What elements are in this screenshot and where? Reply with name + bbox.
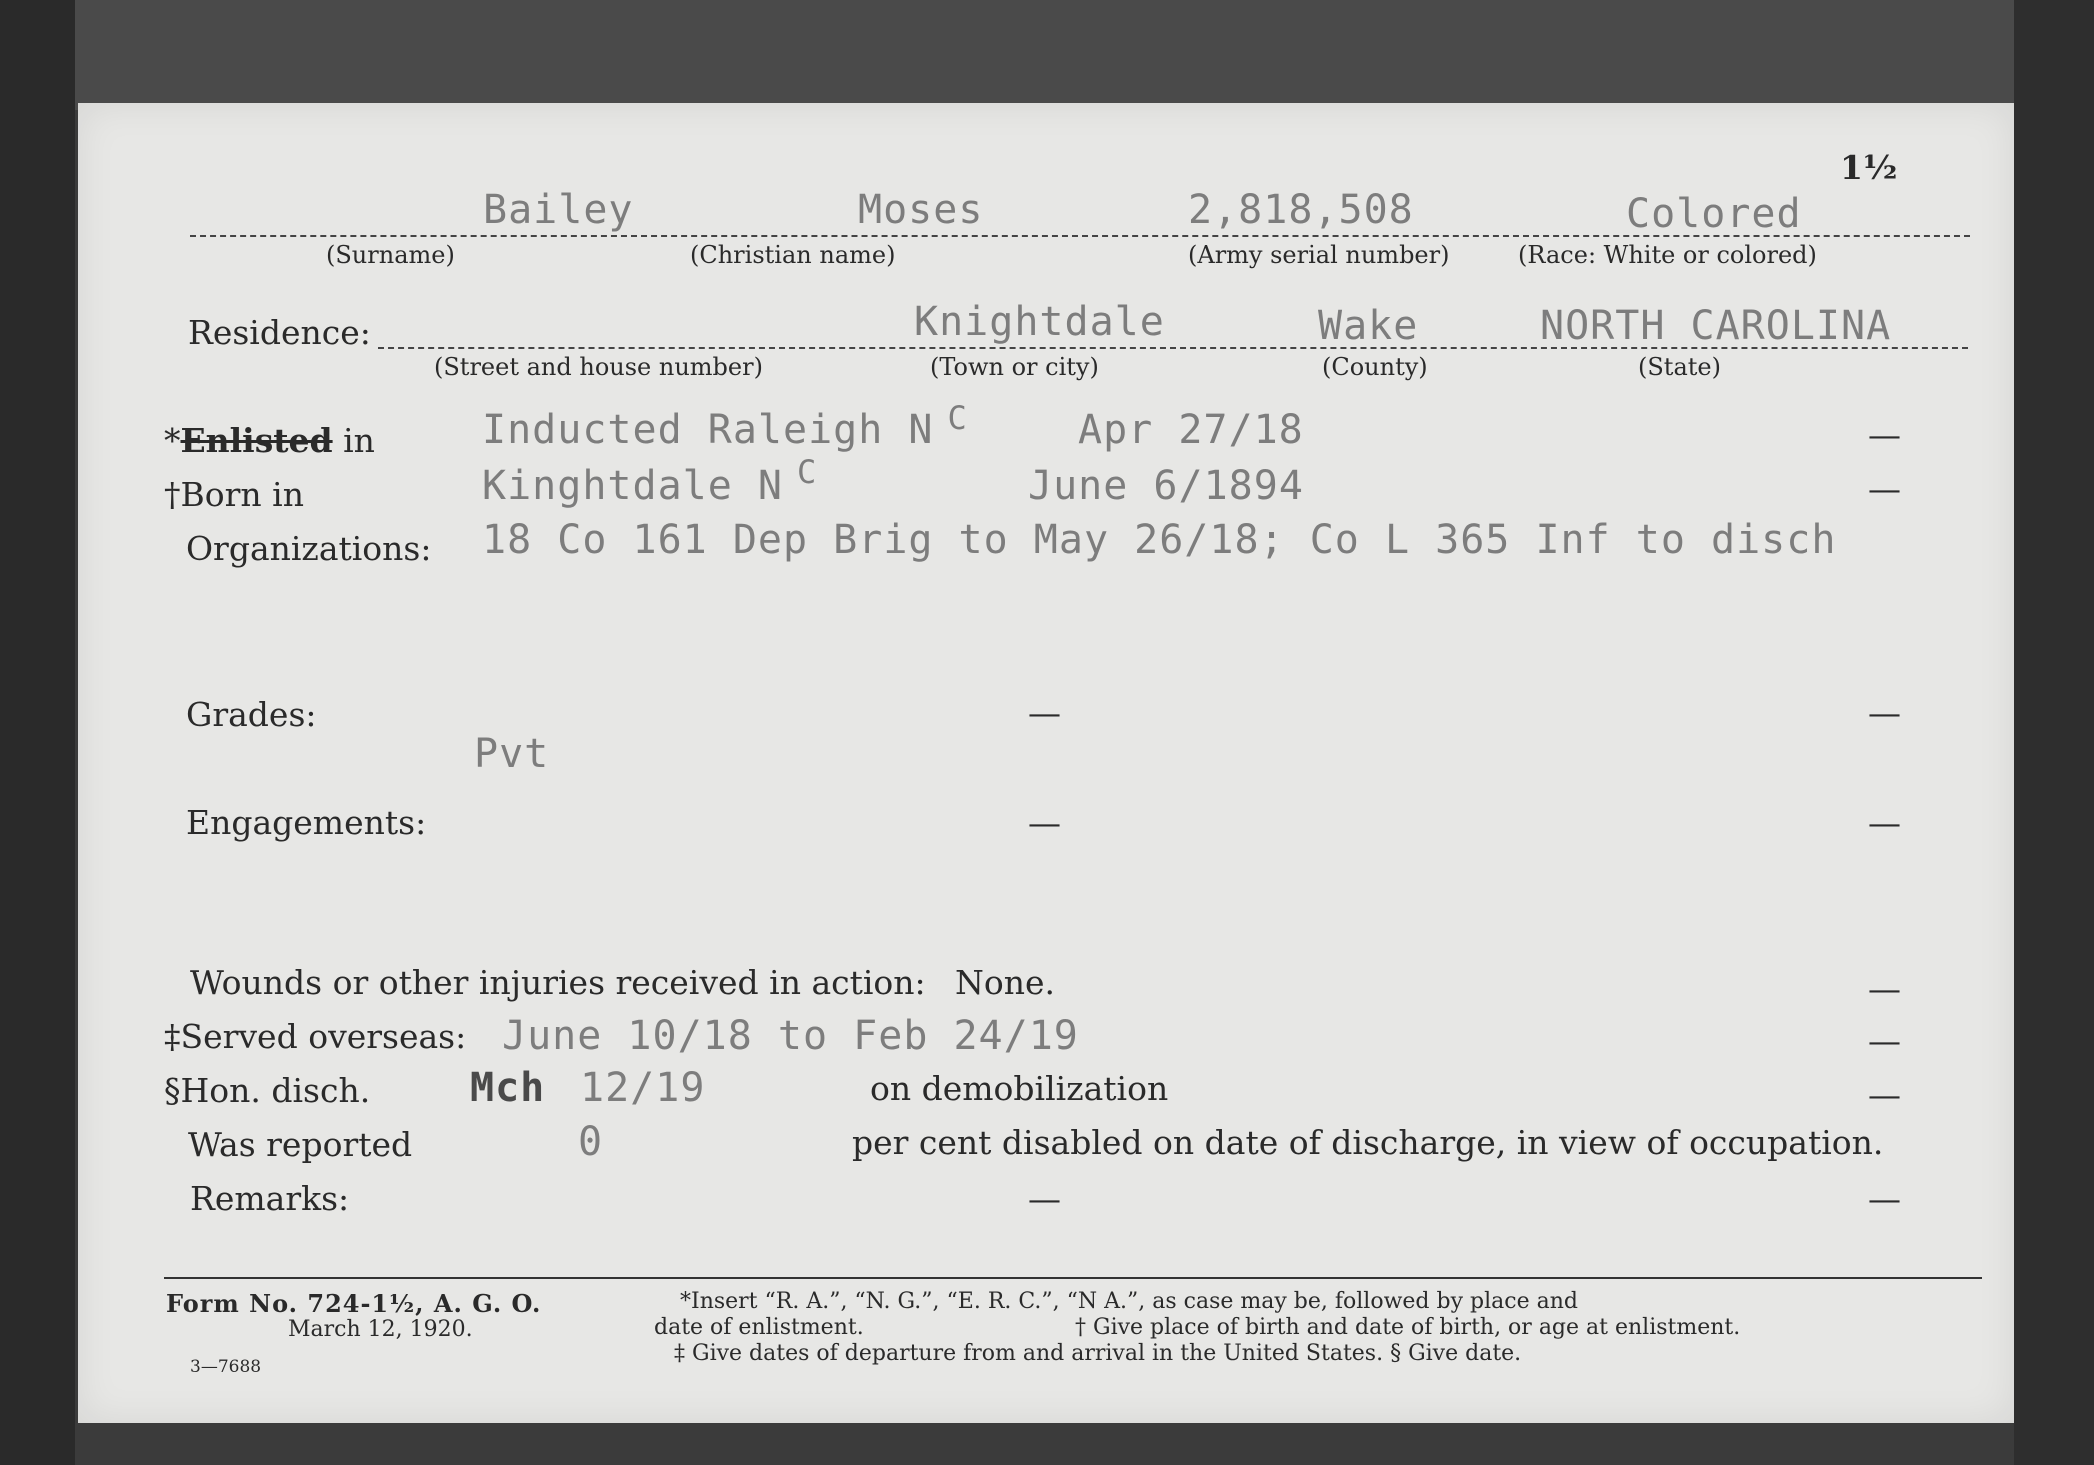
born-label-text: Born in bbox=[180, 475, 304, 514]
surname-value: Bailey bbox=[483, 187, 634, 233]
residence-line bbox=[378, 347, 1968, 349]
wounds-dash: — bbox=[1868, 969, 1901, 1008]
footnote-enlistment: *Insert “R. A.”, “N. G.”, “E. R. C.”, “N A.”, as case may be, followed by place and bbox=[680, 1289, 1578, 1314]
service-record-card bbox=[78, 103, 2014, 1423]
grades-value: Pvt bbox=[474, 731, 550, 777]
enlisted-label bbox=[164, 421, 375, 460]
section-mark: § bbox=[164, 1071, 181, 1110]
born-place-value bbox=[482, 453, 818, 509]
enlisted-struck-word: Enlisted bbox=[180, 421, 333, 460]
christian-name-value: Moses bbox=[858, 187, 984, 233]
scan-background-left bbox=[0, 0, 75, 1465]
race-caption: (Race: White or colored) bbox=[1518, 241, 1817, 269]
enlisted-date-value: Apr 27/18 bbox=[1078, 407, 1304, 453]
town-caption: (Town or city) bbox=[930, 353, 1099, 381]
street-caption: (Street and house number) bbox=[434, 353, 763, 381]
enlisted-place-value bbox=[482, 399, 968, 453]
organizations-label: Organizations: bbox=[186, 529, 432, 568]
overseas-label bbox=[164, 1017, 466, 1056]
name-row-line bbox=[190, 235, 1970, 237]
county-value: Wake bbox=[1318, 303, 1419, 349]
footnote-enlistment-date: date of enlistment. bbox=[654, 1315, 864, 1340]
footer-rule bbox=[164, 1277, 1982, 1279]
county-caption: (County) bbox=[1322, 353, 1428, 381]
hon-disch-month: Mch bbox=[470, 1065, 546, 1111]
form-date: March 12, 1920. bbox=[288, 1317, 473, 1342]
reported-label: Was reported bbox=[188, 1125, 413, 1164]
enlisted-place-text: Inducted Raleigh N bbox=[482, 407, 934, 453]
born-place-sup: C bbox=[796, 453, 818, 491]
hon-disch-date: 12/19 bbox=[580, 1065, 706, 1111]
grades-label: Grades: bbox=[186, 695, 317, 734]
hon-disch-label bbox=[164, 1071, 370, 1110]
state-caption: (State) bbox=[1638, 353, 1721, 381]
scan-background-right bbox=[2014, 0, 2094, 1465]
enlisted-dash: — bbox=[1868, 415, 1901, 454]
remarks-label: Remarks: bbox=[190, 1179, 350, 1218]
scan-background-top bbox=[0, 0, 2094, 110]
remarks-dash-right: — bbox=[1868, 1179, 1901, 1218]
grades-dash-middle: — bbox=[1028, 693, 1061, 732]
wounds-value: None. bbox=[955, 963, 1056, 1002]
christian-name-caption: (Christian name) bbox=[690, 241, 896, 269]
organizations-value: 18 Co 161 Dep Brig to May 26/18; Co L 365 Inf to disch bbox=[482, 517, 1837, 563]
enlisted-place-sup: C bbox=[947, 399, 968, 437]
wounds-label: Wounds or other injuries received in action: bbox=[190, 963, 926, 1002]
grades-dash-right: — bbox=[1868, 693, 1901, 732]
born-date-value: June 6/1894 bbox=[1028, 463, 1304, 509]
overseas-value: June 10/18 to Feb 24/19 bbox=[502, 1013, 1079, 1059]
engagements-dash-middle: — bbox=[1028, 803, 1061, 842]
remarks-dash-middle: — bbox=[1028, 1179, 1061, 1218]
town-value: Knightdale bbox=[914, 299, 1165, 345]
reported-note: per cent disabled on date of discharge, in view of occupation. bbox=[852, 1123, 1884, 1162]
asterisk-mark: * bbox=[164, 421, 181, 460]
hon-disch-dash: — bbox=[1868, 1075, 1901, 1114]
residence-label: Residence: bbox=[188, 313, 371, 352]
race-value: Colored bbox=[1626, 191, 1802, 237]
engagements-label: Engagements: bbox=[186, 803, 427, 842]
hon-disch-note: on demobilization bbox=[870, 1069, 1169, 1108]
hon-disch-label-text: Hon. disch. bbox=[180, 1071, 371, 1110]
serial-number-value: 2,818,508 bbox=[1188, 187, 1414, 233]
born-place-text: Kinghtdale N bbox=[482, 463, 783, 509]
footnote-overseas: ‡ Give dates of departure from and arrival in the United States. § Give date. bbox=[674, 1341, 1522, 1366]
born-dash: — bbox=[1868, 469, 1901, 508]
card-number: 1½ bbox=[1840, 148, 1898, 187]
form-number: Form No. 724-1½, A. G. O. bbox=[166, 1289, 542, 1318]
overseas-dash: — bbox=[1868, 1021, 1901, 1060]
born-label bbox=[164, 475, 304, 514]
dagger-mark: † bbox=[164, 475, 181, 514]
state-value: NORTH CAROLINA bbox=[1540, 303, 1892, 349]
surname-caption: (Surname) bbox=[326, 241, 455, 269]
print-code: 3—7688 bbox=[190, 1357, 262, 1377]
overseas-label-text: Served overseas: bbox=[180, 1017, 467, 1056]
enlisted-in-word: in bbox=[332, 421, 375, 460]
serial-number-caption: (Army serial number) bbox=[1188, 241, 1450, 269]
double-dagger-mark: ‡ bbox=[164, 1017, 181, 1056]
engagements-dash-right: — bbox=[1868, 803, 1901, 842]
footnote-birth: † Give place of birth and date of birth, or age at enlistment. bbox=[1075, 1315, 1741, 1340]
reported-value: 0 bbox=[578, 1119, 604, 1165]
